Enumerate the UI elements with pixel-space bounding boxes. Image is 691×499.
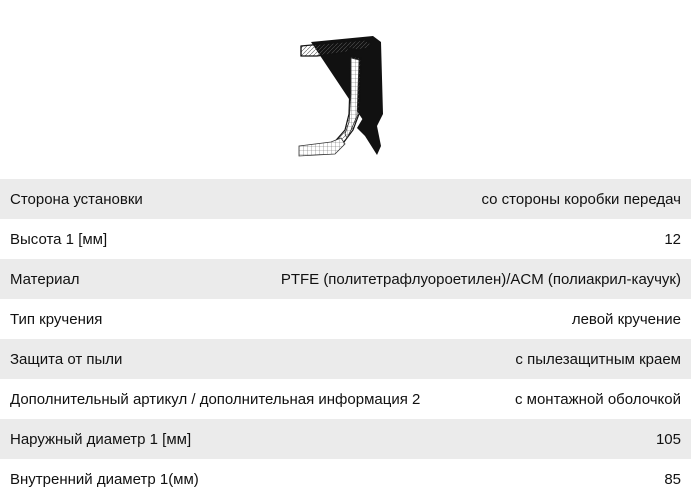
spec-value: 105 [655, 430, 681, 448]
spec-value: с пылезащитным краем [515, 350, 681, 368]
spec-row-material [0, 259, 691, 299]
spec-value: 12 [664, 230, 681, 248]
spec-row-twist-type [0, 299, 691, 339]
specifications-table [0, 179, 691, 499]
spec-row-additional-info [0, 379, 691, 419]
spec-label: Сторона установки [10, 190, 143, 208]
spec-label: Высота 1 [мм] [10, 230, 108, 248]
spec-row-inner-diameter [0, 459, 691, 499]
spec-row-dust-protection [0, 339, 691, 379]
spec-row-outer-diameter [0, 419, 691, 459]
spec-value: со стороны коробки передач [481, 190, 681, 208]
spec-value: 85 [664, 470, 681, 488]
spec-value: с монтажной оболочкой [514, 390, 681, 408]
spec-row-height [0, 219, 691, 259]
product-figure [0, 0, 691, 179]
spec-value: левой кручение [571, 310, 681, 328]
spec-label: Защита от пыли [10, 350, 123, 368]
oil-seal-cross-section-icon [295, 34, 395, 160]
spec-label: Дополнительный артикул / дополнительная информация 2 [10, 390, 421, 408]
spec-value: PTFE (политетрафлуороетилен)/ACM (полиакрил-каучук) [280, 270, 681, 288]
spec-label: Наружный диаметр 1 [мм] [10, 430, 192, 448]
spec-label: Внутренний диаметр 1(мм) [10, 470, 199, 488]
spec-label: Материал [10, 270, 80, 288]
spec-row-installation-side [0, 179, 691, 219]
spec-label: Тип кручения [10, 310, 103, 328]
